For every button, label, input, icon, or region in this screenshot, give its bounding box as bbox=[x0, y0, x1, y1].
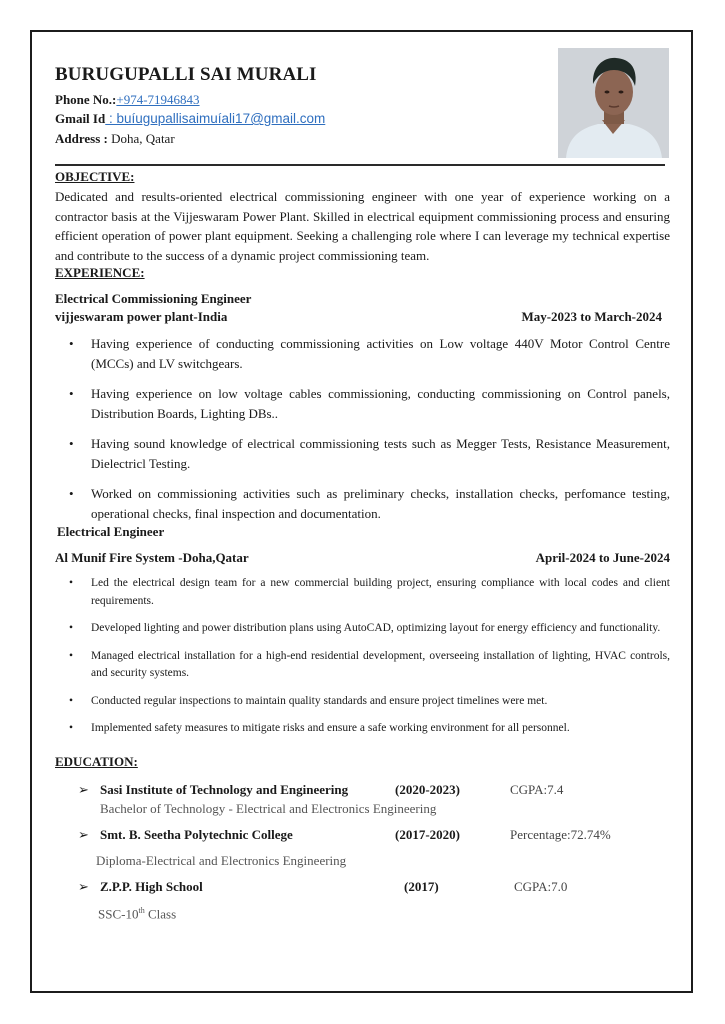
job-company-row bbox=[55, 550, 670, 566]
bullet-dot-icon: • bbox=[69, 722, 74, 734]
job-bullet bbox=[55, 620, 670, 638]
bullet-text: Developed lighting and power distribution plans using AutoCAD, optimizing layout for energy efficiency and functionality. bbox=[91, 622, 661, 634]
address-label: Address bbox=[55, 131, 101, 146]
education-institution: Z.P.P. High School bbox=[100, 879, 203, 894]
education-institution: Smt. B. Seetha Polytechnic College bbox=[100, 827, 293, 842]
bullet-text: Implemented safety measures to mitigate risks and ensure a safe working environment for all personnel. bbox=[91, 722, 570, 734]
job-bullet bbox=[55, 693, 670, 711]
objective-heading: OBJECTIVE: bbox=[55, 169, 135, 184]
bullet-text: Led the electrical design team for a new commercial building project, ensuring compliance with local codes and client requirements. bbox=[91, 577, 670, 607]
bullet-text: Having sound knowledge of electrical commissioning tests such as Megger Tests, Resistance Measurement, Dielectricl Testing. bbox=[91, 436, 670, 471]
degree-superscript: th bbox=[138, 906, 145, 915]
job-title: Electrical Engineer bbox=[57, 524, 165, 539]
job-dates: April-2024 to June-2024 bbox=[535, 550, 670, 565]
arrow-bullet-icon: ➢ bbox=[78, 782, 89, 797]
job-bullet bbox=[55, 484, 670, 523]
job-bullet-list bbox=[55, 575, 670, 738]
job-dates: May-2023 to March-2024 bbox=[521, 309, 662, 324]
degree-suffix: Class bbox=[144, 906, 177, 922]
job-bullet bbox=[55, 384, 670, 423]
address-value: Doha, Qatar bbox=[111, 131, 175, 146]
bullet-dot-icon: • bbox=[69, 336, 74, 351]
education-score: CGPA:7.0 bbox=[514, 879, 568, 894]
arrow-bullet-icon: ➢ bbox=[78, 827, 89, 842]
job-bullet bbox=[55, 648, 670, 683]
education-institution: Sasi Institute of Technology and Engineering bbox=[100, 782, 349, 797]
bullet-text: Conducted regular inspections to maintain quality standards and ensure project timelines were met. bbox=[91, 694, 548, 707]
phone-label: Phone No.: bbox=[55, 92, 117, 107]
email-address: buíugupallisaimuíali17@gmail.com bbox=[116, 111, 326, 126]
education-years: (2017) bbox=[404, 879, 439, 894]
email-line bbox=[55, 111, 325, 127]
bullet-dot-icon: • bbox=[69, 694, 74, 707]
job-bullet bbox=[55, 334, 670, 373]
job-bullet bbox=[55, 434, 670, 473]
address-separator: : bbox=[100, 131, 112, 146]
arrow-bullet-icon: ➢ bbox=[78, 879, 89, 894]
person-portrait-icon bbox=[558, 48, 669, 158]
job-bullet bbox=[55, 720, 670, 738]
address-line bbox=[55, 131, 175, 147]
bullet-dot-icon: • bbox=[69, 486, 74, 501]
bullet-dot-icon: • bbox=[69, 649, 74, 662]
objective-text: Dedicated and results-oriented electrical commissioning engineer with one year of experience working on a contractor basis at the Vijjeswaram Power Plant. Skilled in electrical equipment commissioning process and ensuring efficient operation of power plant equipment. Seeking a challenging role where I can leverage my technical expertise and contribute to the success of a dynamic project commissioning team. bbox=[55, 189, 670, 263]
job-bullet-list bbox=[55, 334, 670, 534]
bullet-text: Having experience of conducting commissioning activities on Low voltage 440V Motor Control Centre (MCCs) and LV switchgears. bbox=[91, 336, 670, 371]
education-heading: EDUCATION: bbox=[55, 754, 138, 769]
job-company: vijjeswaram power plant-India bbox=[55, 309, 228, 324]
email-separator: : bbox=[105, 111, 117, 126]
education-degree: Diploma-Electrical and Electronics Engineering bbox=[96, 853, 347, 868]
bullet-dot-icon: • bbox=[69, 622, 74, 634]
job-company-row bbox=[55, 309, 662, 325]
job-company: Al Munif Fire System -Doha,Qatar bbox=[55, 550, 249, 565]
profile-photo bbox=[558, 48, 669, 158]
email-label: Gmail Id bbox=[55, 111, 106, 126]
education-years: (2017-2020) bbox=[395, 827, 460, 842]
education-score: CGPA:7.4 bbox=[510, 782, 564, 797]
bullet-text: Managed electrical installation for a high-end residential development, overseeing installation of lighting, HVAC controls, and security systems. bbox=[91, 649, 670, 679]
experience-heading: EXPERIENCE: bbox=[55, 265, 145, 280]
bullet-dot-icon: • bbox=[69, 436, 74, 451]
bullet-dot-icon: • bbox=[69, 386, 74, 401]
education-years: (2020-2023) bbox=[395, 782, 460, 797]
header-divider bbox=[55, 164, 665, 166]
phone-line bbox=[55, 92, 200, 108]
degree-prefix: SSC-10 bbox=[98, 906, 139, 922]
job-title: Electrical Commissioning Engineer bbox=[55, 291, 252, 306]
education-score: Percentage:72.74% bbox=[510, 827, 611, 842]
bullet-text: Having experience on low voltage cables commissioning, conducting commissioning on Control panels, Distribution Boards, Lighting DBs.. bbox=[91, 386, 670, 421]
education-degree: Bachelor of Technology - Electrical and Electronics Engineering bbox=[100, 801, 437, 816]
email-link[interactable] bbox=[105, 111, 325, 126]
bullet-dot-icon: • bbox=[69, 577, 74, 589]
candidate-name: BURUGUPALLI SAI MURALI bbox=[55, 64, 317, 85]
phone-link[interactable]: +974-71946843 bbox=[116, 92, 200, 107]
bullet-text: Worked on commissioning activities such as preliminary checks, installation checks, perfomance testing, operational checks, final inspection and documentation. bbox=[91, 486, 670, 521]
job-bullet bbox=[55, 575, 670, 610]
education-degree bbox=[98, 906, 176, 922]
